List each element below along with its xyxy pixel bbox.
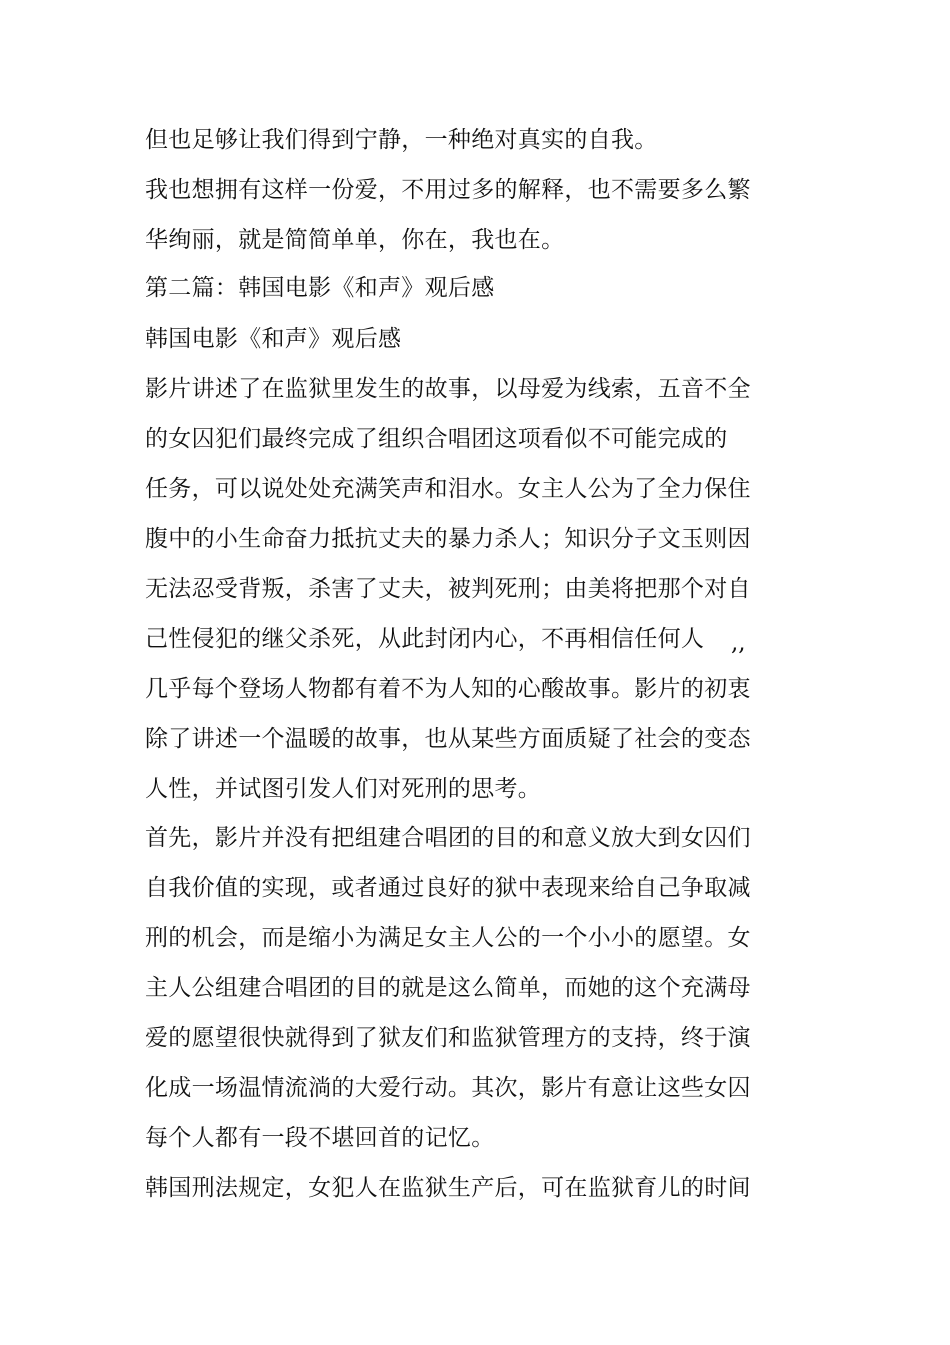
text-line: 除了讲述一个温暖的故事，也从某些方面质疑了社会的变态 [145,726,751,752]
text-line: 几乎每个登场人物都有着不为人知的心酸故事。影片的初衷 [145,676,751,702]
trailing-punctuation: ,, [731,630,746,656]
text-line: 爱的愿望很快就得到了狱友们和监狱管理方的支持，终于演 [145,1025,751,1051]
text-line: 人性，并试图引发人们对死刑的思考。 [145,776,542,802]
text-line: 每个人都有一段不堪回首的记忆。 [145,1125,495,1151]
section-heading: 第二篇：韩国电影《和声》观后感 [145,275,495,301]
text-line: 任务，可以说处处充满笑声和泪水。女主人公为了全力保住 [145,476,751,502]
text-line: 无法忍受背叛，杀害了丈夫，被判死刑；由美将把那个对自 [145,576,751,602]
text-line: 影片讲述了在监狱里发生的故事，以母爱为线索，五音不全 [145,376,751,402]
text-line: 刑的机会，而是缩小为满足女主人公的一个小小的愿望。女 [145,925,751,951]
text-line: 但也足够让我们得到宁静，一种绝对真实的自我。 [145,127,658,153]
text-line: 华绚丽，就是简简单单，你在，我也在。 [145,227,565,253]
text-line: 韩国刑法规定，女犯人在监狱生产后，可在监狱育儿的时间 [145,1175,751,1201]
text-line: 首先，影片并没有把组建合唱团的目的和意义放大到女囚们 [145,825,751,851]
text-line: 己性侵犯的继父杀死，从此封闭内心，不再相信任何人 [145,626,705,652]
text-line: 主人公组建合唱团的目的就是这么简单，而她的这个充满母 [145,975,751,1001]
text-line: 腹中的小生命奋力抵抗丈夫的暴力杀人；知识分子文玉则因 [145,526,751,552]
text-line: 化成一场温情流淌的大爱行动。其次，影片有意让这些女囚 [145,1075,751,1101]
article-title: 韩国电影《和声》观后感 [145,326,402,352]
text-line: 的女囚犯们最终完成了组织合唱团这项看似不可能完成的 [145,426,728,452]
text-line: 自我价值的实现，或者通过良好的狱中表现来给自己争取减 [145,875,751,901]
text-line: 我也想拥有这样一份爱，不用过多的解释，也不需要多么繁 [145,177,751,203]
